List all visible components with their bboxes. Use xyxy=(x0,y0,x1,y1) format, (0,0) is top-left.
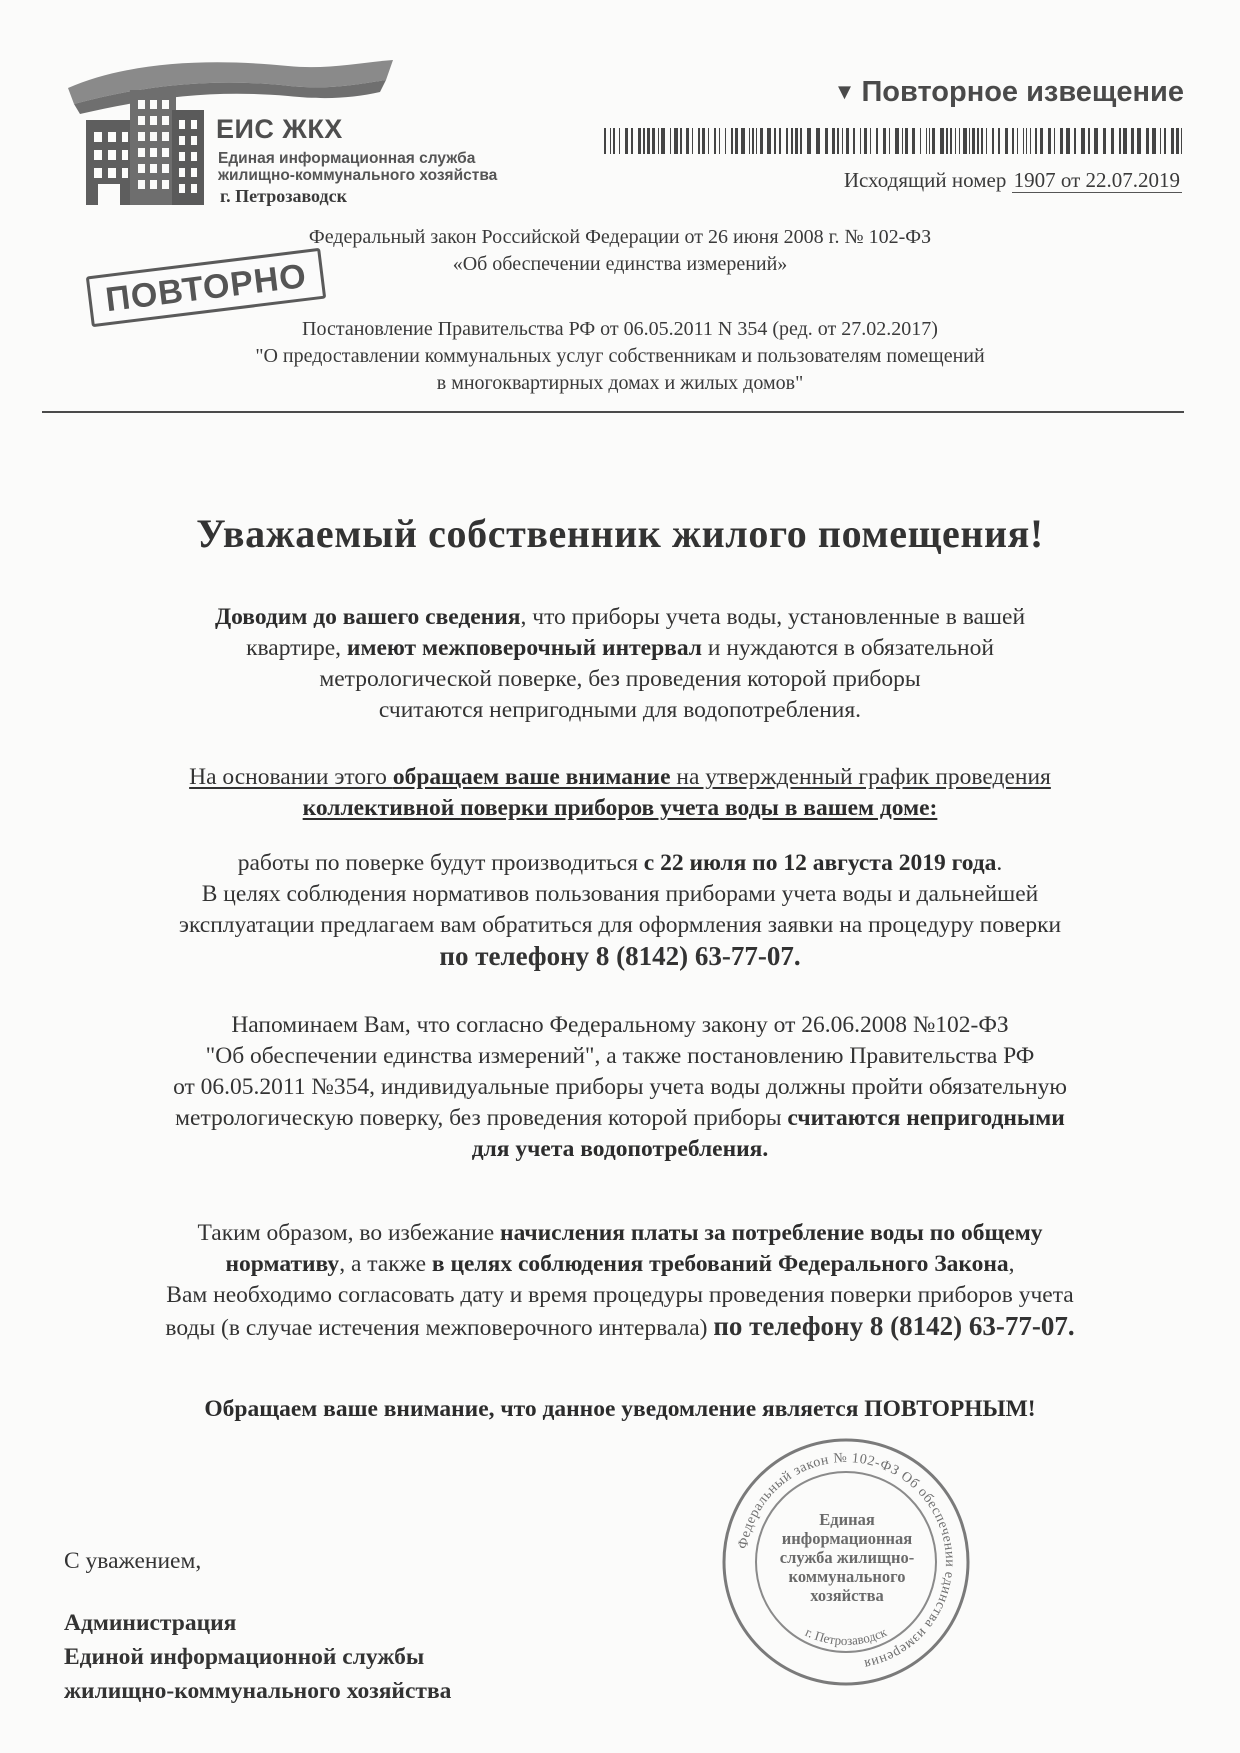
building-logo-icon xyxy=(86,80,211,205)
barcode-bar xyxy=(1048,128,1051,154)
barcode-bar xyxy=(883,128,886,154)
p5-bold-3: в целях соблюдения требований Федерального Закона xyxy=(431,1251,1009,1277)
barcode-bar xyxy=(837,128,839,154)
barcode-bar xyxy=(832,128,835,154)
barcode-bar xyxy=(680,128,682,154)
p3-text-1: работы по поверке будут производиться xyxy=(237,850,644,876)
barcode-bar xyxy=(795,128,798,154)
p3-text-3: В целях соблюдения нормативов пользования приборами учета воды и дальнейшей xyxy=(201,881,1039,907)
barcode-bar xyxy=(604,128,606,154)
barcode-bar xyxy=(1131,128,1134,154)
outgoing-label: Исходящий номер xyxy=(843,168,1007,192)
barcode-bar xyxy=(613,128,615,154)
p1-text-5: считаются непригодными для водопотребления. xyxy=(378,697,862,723)
barcode-bar xyxy=(702,128,705,154)
barcode-bar xyxy=(986,128,987,154)
barcode-bar xyxy=(643,128,645,154)
barcode-bar xyxy=(825,128,828,154)
barcode-bar xyxy=(647,128,650,154)
barcode-bar xyxy=(864,128,867,154)
seal-center-line3: служба жилищно- xyxy=(779,1548,915,1567)
barcode-bar xyxy=(791,128,793,154)
barcode-bar xyxy=(719,128,720,154)
seal-center-text xyxy=(766,1510,928,1605)
barcode-bar xyxy=(1026,128,1027,154)
paragraph-1 xyxy=(50,602,1190,726)
p2-text-1: На основании этого xyxy=(189,764,393,790)
barcode-bar xyxy=(686,128,689,154)
p5-text-5: воды (в случае истечения межповерочного интервала) xyxy=(165,1315,714,1341)
seal-center-line1: Единая xyxy=(819,1510,875,1529)
barcode-bar xyxy=(760,128,763,154)
barcode-bar xyxy=(920,128,921,154)
barcode-bar xyxy=(625,128,628,154)
p1-text-4: метрологической поверке, без проведения которой приборы xyxy=(319,666,921,692)
notice-block xyxy=(600,76,1190,206)
barcode-bar xyxy=(1152,128,1156,154)
barcode-bar xyxy=(992,128,994,154)
barcode-bar xyxy=(969,128,970,154)
p1-text-1: , что приборы учета воды, установленные в вашей xyxy=(520,604,1026,630)
barcode-bar xyxy=(1088,128,1090,154)
p5-text-1: Таким образом, во избежание xyxy=(197,1220,501,1246)
barcode-bar xyxy=(1054,128,1055,154)
barcode-bar xyxy=(692,128,693,154)
barcode-bar xyxy=(912,128,915,154)
barcode-bar xyxy=(786,128,788,154)
barcode-bar xyxy=(860,128,861,154)
barcode-bar xyxy=(1040,128,1043,154)
p4-text-2: "Об обеспечении единства измерений", а также постановлению Правительства РФ xyxy=(205,1043,1035,1069)
p5-bold-2: нормативу xyxy=(225,1251,340,1277)
barcode-bar xyxy=(926,128,927,154)
barcode-bar xyxy=(749,128,750,154)
law1-line1: Федеральный закон Российской Федерации от 26 июня 2008 г. № 102-ФЗ xyxy=(308,226,932,248)
barcode-bar xyxy=(1005,128,1008,154)
paragraph-6 xyxy=(50,1394,1190,1425)
p4-bold-1: считаются непригодными xyxy=(787,1105,1065,1131)
barcode-bar xyxy=(807,128,811,154)
barcode-bar xyxy=(1103,128,1106,154)
signature-line2: Единой информационной службы xyxy=(64,1644,425,1670)
paragraph-5 xyxy=(50,1218,1190,1344)
barcode-bar xyxy=(1094,128,1098,154)
signature-line1: Администрация xyxy=(64,1610,237,1636)
p3-text-4: эксплуатации предлагаем вам обратиться для оформления заявки на процедуру поверки xyxy=(178,912,1062,938)
logo-city: г. Петрозаводск xyxy=(220,186,347,206)
barcode-bar xyxy=(972,128,975,154)
barcode-bar xyxy=(767,128,771,154)
barcode-bar xyxy=(1171,128,1174,154)
barcode-bar xyxy=(735,128,738,154)
p3-bold-1: с 22 июля по 12 августа 2019 года xyxy=(643,850,997,876)
law2-line1: Постановление Правительства РФ от 06.05.2011 N 354 (ред. от 27.02.2017) xyxy=(302,318,938,340)
p1-bold-2: имеют межповерочный интервал xyxy=(346,635,702,661)
seal-center-line5: хозяйства xyxy=(810,1586,884,1605)
barcode-bar xyxy=(1176,128,1179,154)
barcode-bar xyxy=(1023,128,1024,154)
barcode-bar xyxy=(929,128,930,154)
barcode xyxy=(604,128,1186,154)
barcode-bar xyxy=(658,128,659,154)
p1-text-3: и нуждаются в обязательной xyxy=(702,635,994,661)
barcode-bar xyxy=(1081,128,1085,154)
barcode-bar xyxy=(1060,128,1063,154)
p2-bold-2: коллективной поверки приборов учета воды в вашем доме: xyxy=(302,795,938,821)
barcode-bar xyxy=(741,128,745,154)
barcode-bar xyxy=(670,128,671,154)
logo-subtitle-line1: Единая информационная служба xyxy=(218,150,476,167)
barcode-bar xyxy=(1137,128,1141,154)
p3-text-2: . xyxy=(996,850,1003,876)
barcode-bar xyxy=(1074,128,1076,154)
barcode-bar xyxy=(946,128,948,154)
svg-text:г. Петрозаводск xyxy=(803,1624,889,1648)
barcode-bar xyxy=(731,128,733,154)
barcode-bar xyxy=(950,128,952,154)
outgoing-number-value: 1907 от 22.07.2019 xyxy=(1013,168,1180,192)
barcode-bar xyxy=(816,128,820,154)
paragraph-3 xyxy=(50,848,1190,974)
p6-text-1: Обращаем ваше внимание, что данное уведомление является xyxy=(204,1396,865,1422)
barcode-bar xyxy=(714,128,716,154)
barcode-bar xyxy=(631,128,633,154)
barcode-bar xyxy=(940,128,944,154)
p5-text-3: , xyxy=(1008,1251,1015,1277)
barcode-bar xyxy=(932,128,935,154)
page-title: Уважаемый собственник жилого помещения! xyxy=(196,511,1044,556)
barcode-bar xyxy=(610,128,611,154)
barcode-bar xyxy=(842,128,843,154)
p5-bold-1: начисления платы за потребление воды по общему xyxy=(500,1220,1043,1246)
p5-text-4: Вам необходимо согласовать дату и время процедуры проведения поверки приборов учета xyxy=(166,1282,1074,1308)
triangle-down-icon: ▼ xyxy=(833,79,856,104)
p1-text-2: квартире, xyxy=(246,635,347,661)
p4-bold-2: для учета водопотребления. xyxy=(471,1136,769,1162)
barcode-bar xyxy=(870,128,871,154)
barcode-bar xyxy=(1035,128,1037,154)
p5-text-2: , а также xyxy=(339,1251,432,1277)
barcode-bar xyxy=(1123,128,1127,154)
seal-ring-bottom: г. Петрозаводск xyxy=(803,1624,889,1648)
p3-phone: по телефону 8 (8142) 63-77-07. xyxy=(439,941,801,971)
barcode-bar xyxy=(981,128,983,154)
notice-title-text: Повторное извещение xyxy=(861,76,1184,108)
law1-line2: «Об обеспечении единства измерений» xyxy=(452,253,788,275)
barcode-bar xyxy=(998,128,1000,154)
outgoing-number xyxy=(844,168,1182,193)
law2-line3: в многоквартирных домах и жилых домов" xyxy=(436,372,804,394)
barcode-bar xyxy=(1111,128,1114,154)
p6-bold-1: ПОВТОРНЫМ! xyxy=(864,1396,1036,1422)
barcode-bar xyxy=(800,128,802,154)
barcode-bar xyxy=(1012,128,1014,154)
barcode-bar xyxy=(1119,128,1121,154)
logo-block xyxy=(60,58,560,208)
p1-bold-1: Доводим до вашего сведения xyxy=(214,604,521,630)
barcode-bar xyxy=(756,128,757,154)
barcode-bar xyxy=(963,128,967,154)
barcode-bar xyxy=(674,128,678,154)
barcode-bar xyxy=(1017,128,1018,154)
p4-text-3: от 06.05.2011 №354, индивидуальные приборы учета воды должны пройти обязательную xyxy=(173,1074,1067,1100)
barcode-bar xyxy=(853,128,855,154)
closing-greeting: С уважением, xyxy=(64,1548,202,1574)
p2-bold-1: обращаем ваше внимание xyxy=(392,764,671,790)
barcode-bar xyxy=(638,128,641,154)
barcode-bar xyxy=(652,128,655,154)
barcode-bar xyxy=(619,128,620,154)
barcode-bar xyxy=(895,128,899,154)
barcode-bar xyxy=(902,128,903,154)
barcode-bar xyxy=(1160,128,1161,154)
logo-title: ЕИС ЖКХ xyxy=(216,114,343,144)
paragraph-4 xyxy=(50,1010,1190,1165)
barcode-bar xyxy=(752,128,754,154)
barcode-bar xyxy=(955,128,956,154)
paragraph-2 xyxy=(50,762,1190,824)
notice-title xyxy=(834,76,1184,109)
p2-text-2: на утвержденный график проведения xyxy=(670,764,1051,790)
repeat-stamp: ПОВТОРНО xyxy=(86,248,327,327)
law2-line2: "О предоставлении коммунальных услуг собственникам и пользователям помещений xyxy=(255,345,985,367)
header-divider xyxy=(42,411,1184,413)
barcode-bar xyxy=(846,128,849,154)
barcode-bar xyxy=(959,128,960,154)
barcode-bar xyxy=(1146,128,1149,154)
signature-block xyxy=(64,1606,451,1708)
seal-center-line2: информационная xyxy=(781,1529,913,1548)
logo-subtitle xyxy=(218,150,497,184)
p5-phone: по телефону 8 (8142) 63-77-07. xyxy=(713,1311,1075,1341)
p4-text-4: метрологическую поверку, без проведения которой приборы xyxy=(175,1105,788,1131)
barcode-bar xyxy=(905,128,908,154)
barcode-bar xyxy=(1164,128,1166,154)
barcode-bar xyxy=(977,128,979,154)
barcode-bar xyxy=(889,128,890,154)
seal-center-line4: коммунального xyxy=(788,1567,906,1586)
signature-line3: жилищно-коммунального хозяйства xyxy=(64,1678,452,1704)
barcode-bar xyxy=(1181,128,1182,154)
p4-text-1: Напоминаем Вам, что согласно Федеральному закону от 26.06.2008 №102-ФЗ xyxy=(231,1012,1009,1038)
barcode-bar xyxy=(698,128,700,154)
barcode-bar xyxy=(779,128,781,154)
seal-ring-text: Федеральный закон № 102-ФЗ Об обеспечении единства измерения xyxy=(735,1450,958,1672)
barcode-bar xyxy=(876,128,878,154)
barcode-bar xyxy=(774,128,776,154)
barcode-bar xyxy=(1066,128,1070,154)
barcode-bar xyxy=(1030,128,1031,154)
barcode-bar xyxy=(661,128,665,154)
barcode-bar xyxy=(725,128,726,154)
barcode-bar xyxy=(708,128,709,154)
logo-subtitle-line2: жилищно-коммунального хозяйства xyxy=(218,167,498,184)
